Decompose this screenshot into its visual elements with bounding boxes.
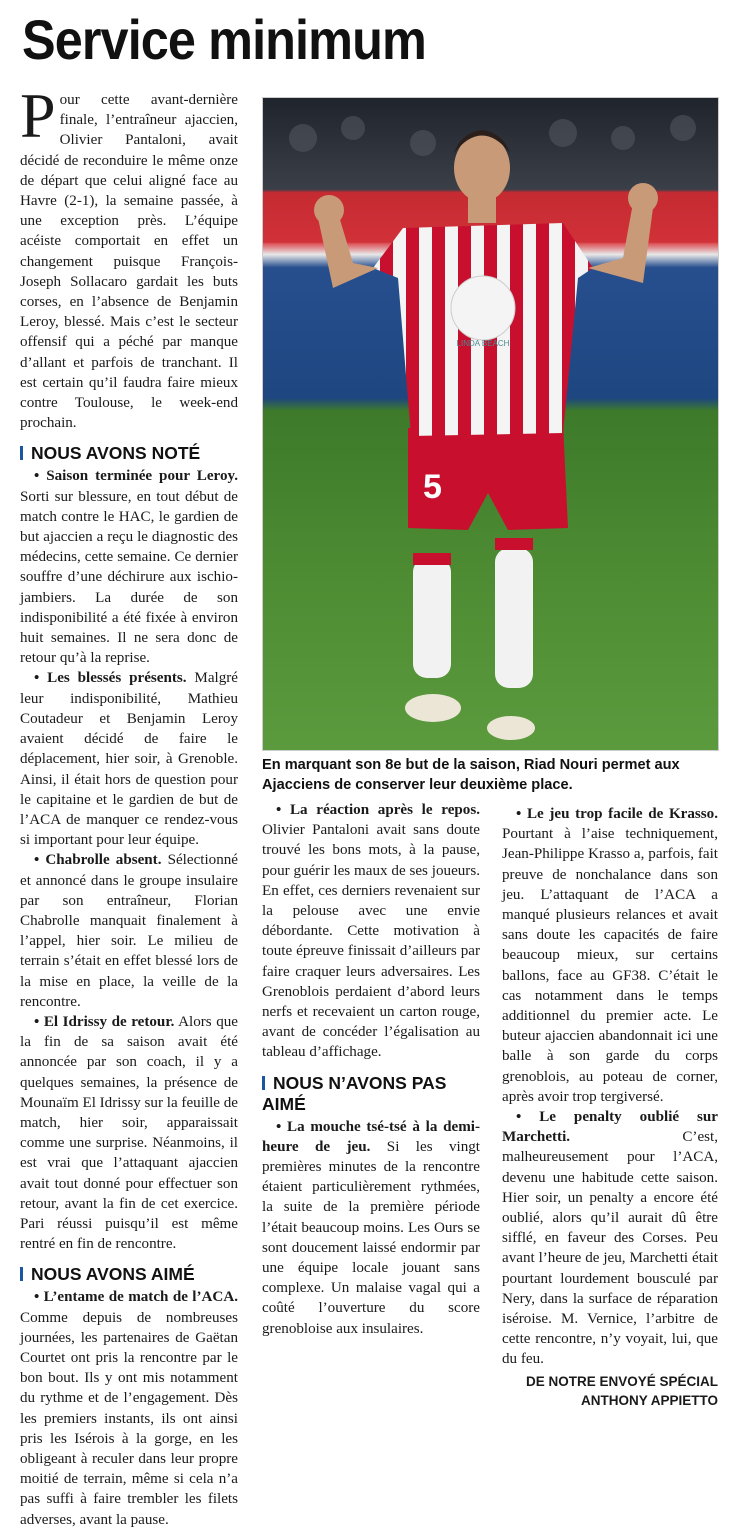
item-lead: • La réaction après le repos. [276,802,480,818]
item-text: Malgré leur indisponibilité, Mathieu Coutadeur et Benjamin Leroy avaient décidé de faire le déplacement, hier soir, à Grenoble. Ainsi, il était hors de question pour le capitaine et le gardien de but de l’ACA de manquer ce rendez-vous si important pour leur équipe. [20,670,238,849]
noted-item-2 [20,668,238,850]
item-lead: • El Idrissy de retour. [34,1013,175,1030]
rubric-bar-icon [262,1076,265,1090]
item-text: Si les vingt premières minutes de la rencontre étaient particulièrement rythmées, la suite de la première période l’était beaucoup moins. Les Ours se sont doucement laissé endormir par une équipe locale jouant sans complexe. Un malaise vagal qui a coûté l’ouverture du score grenobloise aux insulaires. [262,1138,480,1337]
item-text: C’est, malheureusement pour l’ACA, devenu une habitude cette saison. Hier soir, un penalty a encore été oublié, alors qu’il aurait dû être sifflé, en faveur des Corses. Peu avant l’heure de jeu, Marchetti était pourtant lourdement bousculé par Nery, dans la surface de réparation iséroise. M. Vernice, l’arbitre de cette rencontre, n’y voyait, lui, que du feu. [502,1129,718,1368]
column-1 [20,80,238,1530]
intro-text: our cette avant-dernière finale, l’entraîneur ajaccien, Olivier Pantaloni, avait décidé de reconduire le même onze de départ que celui aligné face au Havre (2-1), la semaine passée, à une exception près. L’équipe acéiste comportait en effet un changement puisque François-Joseph Sollacaro gardait les buts corses, en l’absence de Benjamin Leroy, blessé. Mais c’est le secteur offensif qui a péché par manque d’allant et parfois de tranchant. Il est certain qu’il faudra faire mieux contre Toulouse, le week-end prochain. [20,92,238,432]
item-lead: • Chabrolle absent. [34,852,162,869]
rubric-liked [20,1264,238,1285]
byline-author: ANTHONY APPIETTO [580,1392,718,1408]
liked-item-1 [20,1287,238,1529]
noted-item-4 [20,1012,238,1254]
rubric-noted [20,443,238,464]
item-lead: • La mouche tsé-tsé à la demi-heure de jeu. [262,1118,480,1155]
item-text: Sorti sur blessure, en tout début de match contre le HAC, le gardien de but ajaccien a reçu le diagnostic des médecins, cette semaine. Ce dernier souffre d’une déchirure aux ischio-jambiers. La durée de son indisponibilité a été fixée à environ huit semaines. Il ne sera donc de retour qu’à la reprise. [20,488,238,667]
rubric-bar-icon [20,446,23,460]
disliked-item-2 [502,804,718,1107]
disliked-item-3 [502,1107,718,1370]
sponsor-label: LINDA BEACH [456,339,510,348]
item-text: Pourtant à l’aise techniquement, Jean-Philippe Krasso a, parfois, fait preuve de nonchalance dans son jeu. L’attaquant de l’ACA a manqué plusieurs relances et avait sans doute les capacités de faire beaucoup mieux, sur certains ballons, face au GF38. C’était le cas notamment dans le temps additionnel du premier acte. Le buteur ajaccien abandonnait ici une balle à son garde du corps grenoblois, au poteau de corner, après avoir trop tergiversé. [502,826,718,1105]
column-3 [502,804,718,1410]
rubric-disliked-title: NOUS N’AVONS PAS AIMÉ [262,1072,447,1114]
disliked-item-1 [262,1117,480,1339]
player-photo [262,97,719,751]
noted-item-3 [20,850,238,1012]
rubric-liked-title: NOUS AVONS AIMÉ [31,1264,195,1285]
item-lead: • Saison terminée pour Leroy. [34,468,238,485]
item-text: Alors que la fin de sa saison avait été annoncée par son coach, il y a quelques semaines, la présence de Mounaïm El Idrissy sur la feuille de match, hier soir, apparaissait comme une surprise. Néanmoins, il est vrai que l’attaquant ajaccien avait tout donné pour effectuer son retour, avant la fin de cet exercice. Pari réussi puisqu’il est même rentré en fin de rencontre. [20,1013,238,1253]
rubric-disliked [262,1073,480,1115]
byline-role: DE NOTRE ENVOYÉ SPÉCIAL [525,1373,718,1389]
rubric-noted-title: NOUS AVONS NOTÉ [31,443,201,464]
headline: Service minimum [22,8,426,71]
drop-cap: P [20,80,56,151]
noted-item-1 [20,466,238,668]
liked-item-2 [262,800,480,1063]
item-lead: • Le penalty oublié sur Marchetti. [502,1109,718,1146]
item-lead: • Les blessés présents. [34,670,187,687]
intro-paragraph [20,80,238,433]
item-lead: • L’entame de match de l’ACA. [34,1289,238,1306]
item-lead: • Le jeu trop facile de Krasso. [516,806,718,822]
byline [502,1372,718,1410]
rubric-bar-icon [20,1267,23,1281]
item-text: Olivier Pantaloni avait sans doute trouvé les bons mots, à la pause, pour guérir les maux de ses joueurs. En effet, ces derniers revenaient sur la pelouse avec une envie débordante. Cette motivation à toute épreuve finissait d’ailleurs par faire craquer leurs adversaires. Les Grenoblois perdaient d’abord leurs nerfs et recevaient un carton rouge, avant de concéder l’égalisation au tableau d’affichage. [262,822,480,1061]
photo-caption: En marquant son 8e but de la saison, Riad Nouri permet aux Ajacciens de conserver leur deuxième place. [262,757,680,793]
shirt-number: 5 [423,468,442,506]
item-text: Comme depuis de nombreuses journées, les partenaires de Gaëtan Courtet ont pris la rencontre par le bon bout. Ils y ont mis notamment du rythme et de l’engagement. Dès les premiers instants, ils ont ainsi pris les Isérois à la gorge, en les obligeant à reculer dans leur propre moitié de terrain, même si cela n’a pas suffi à faire trembler les filets adverses, avant la pause. [20,1309,238,1528]
column-2 [262,800,480,1339]
player-illustration [263,98,718,750]
item-text: Sélectionné et annoncé dans le groupe insulaire par son entraîneur, Florian Chabrolle manquait finalement à l’appel, hier soir. Le milieu de terrain s’était en effet blessé lors de la mise en place, la veille de la rencontre. [20,852,238,1010]
